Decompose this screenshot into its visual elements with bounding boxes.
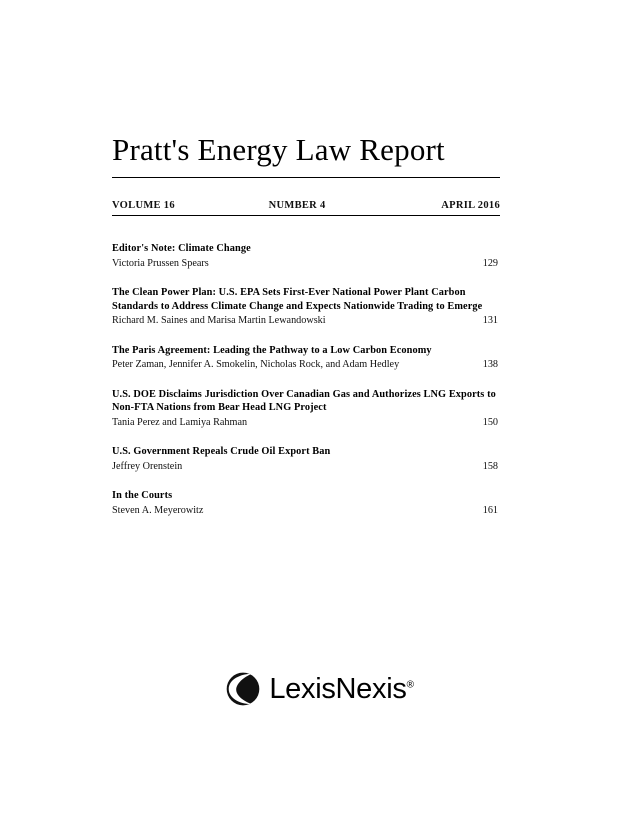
article-title: U.S. Government Repeals Crude Oil Export Ban [112,446,331,458]
article-authors: Richard M. Saines and Marisa Martin Lewandowski [112,315,326,327]
article-title: The Paris Agreement: Leading the Pathway to a Low Carbon Economy [112,344,432,356]
journal-title: Pratt's Energy Law Report [112,132,445,167]
article-meta [112,314,500,327]
article-page-number: 131 [482,315,498,327]
list-item [112,445,500,473]
article-page-number: 150 [482,416,498,428]
article-meta [112,460,500,473]
article-page-number: 138 [482,359,498,371]
publisher-name-text: LexisNexis [269,672,407,705]
publisher-logo [0,672,640,706]
article-title: Editor's Note: Climate Change [112,243,251,254]
issue-info-row [112,200,500,211]
issue-date-label: APRIL 2016 [441,200,500,211]
article-meta [112,416,500,429]
list-item [112,242,500,270]
article-page-number: 129 [482,257,498,269]
article-authors: Steven A. Meyerowitz [112,504,204,516]
article-page-number: 158 [482,460,498,472]
article-meta [112,257,500,270]
article-page-number: 161 [482,504,498,516]
list-item [112,489,500,517]
volume-label: VOLUME 16 [112,200,175,211]
list-item [112,388,500,430]
lexisnexis-logo-icon [226,672,260,706]
table-of-contents [112,242,500,517]
masthead-divider [112,177,500,178]
article-authors: Victoria Prussen Spears [112,257,209,269]
article-authors: Tania Perez and Lamiya Rahman [112,416,248,428]
article-meta [112,504,500,517]
article-title: U.S. DOE Disclaims Jurisdiction Over Canadian Gas and Authorizes LNG Exports to Non-FTA Nations from Bear Head LNG Project [112,388,496,414]
publisher-name [269,673,413,706]
article-title: The Clean Power Plan: U.S. EPA Sets First-Ever National Power Plant Carbon Standards to Address Climate Change and Expects Nationwide Trading to Emerge [112,287,483,312]
article-authors: Jeffrey Orenstein [112,460,183,472]
article-meta [112,358,500,371]
cover-content [112,0,500,533]
article-authors: Peter Zaman, Jennifer A. Smokelin, Nicholas Rock, and Adam Hedley [112,359,400,371]
issue-info-divider [112,215,500,216]
list-item [112,344,500,372]
registered-mark: ® [406,678,414,690]
number-label: NUMBER 4 [268,200,326,211]
list-item [112,286,500,328]
article-title: In the Courts [112,490,173,502]
